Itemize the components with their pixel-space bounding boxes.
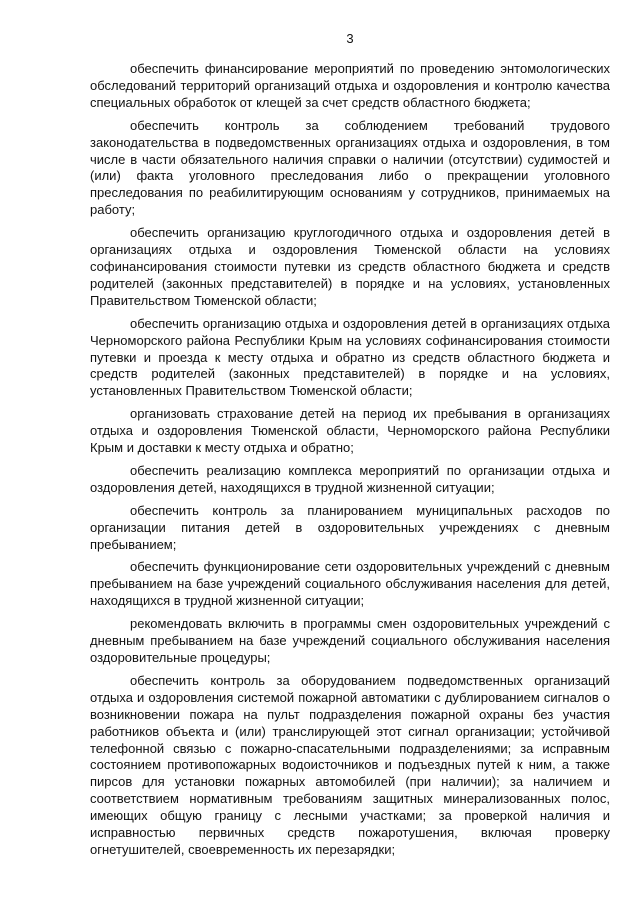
paragraph-5: организовать страхование детей на период их пребывания в организациях отдыха и оздоровления Тюменской области, Черноморского района Республики Крым и доставки к месту отдыха и обратно; [90,406,610,456]
paragraph-1: обеспечить финансирование мероприятий по проведению энтомологических обследований территорий организаций отдыха и оздоровления и контролю качества специальных обработок от клещей за счет средств областного бюджета; [90,61,610,110]
paragraph-9: рекомендовать включить в программы смен оздоровительных учреждений с дневным пребыванием на базе учреждений социального обслуживания населения оздоровительные процедуры; [90,616,610,665]
paragraph-10: обеспечить контроль за оборудованием подведомственных организаций отдыха и оздоровления системой пожарной автоматики с дублированием сигналов о возникновении пожара на пульт подразделения пожарной охраны без участия работников объекта и (или) транслирующей этот сигнал организации; устойчивой телефонной связью с пожарно-спасательными подразделениями; за исправным состоянием противопожарных водоисточников и подъездных путей к ним, а также пирсов для установки пожарных автомобилей (при наличии); за наличием и соответствием нормативным требованиям защитных минерализованных полос, имеющих общую границу с лесными участками; за проверкой наличия и исправностью первичных средств пожаротушения, включая проверку огнетушителей, своевременность их перезарядки; [90,672,610,857]
page-number: 3 [346,31,354,46]
paragraph-7: обеспечить контроль за планированием муниципальных расходов по организации питания детей в оздоровительных учреждениях с дневным пребыванием; [90,502,610,552]
paragraph-2: обеспечить контроль за соблюдением требований трудового законодательства в подведомственных организациях отдыха и оздоровления, в том числе в части обязательного наличия справки о наличии (отсутствии) судимостей и (или) факта уголовного преследования либо о прекращении уголовного преследования по реабилитирующим основаниям у сотрудников, принимаемых на работу; [90,117,610,218]
paragraph-3: обеспечить организацию круглогодичного отдыха и оздоровления детей в организациях отдыха и оздоровления Тюменской области на условиях софинансирования стоимости путевки из средств областного бюджета и средств родителей (законных представителей) в порядке и на условиях, установленных Правительством Тюменской области; [90,225,610,308]
paragraph-4: обеспечить организацию отдыха и оздоровления детей в организациях отдыха Черноморского района Республики Крым на условиях софинансирования стоимости путевки и проезда к месту отдыха и обратно из средств областного бюджета и средств родителей (законных представителей) в порядке и на условиях, установленных Правительством Тюменской области; [90,315,610,399]
paragraph-6: обеспечить реализацию комплекса мероприятий по организации отдыха и оздоровления детей, находящихся в трудной жизненной ситуации; [90,462,610,495]
paragraph-8: обеспечить функционирование сети оздоровительных учреждений с дневным пребыванием на базе учреждений социального обслуживания населения для детей, находящихся в трудной жизненной ситуации; [90,559,610,609]
